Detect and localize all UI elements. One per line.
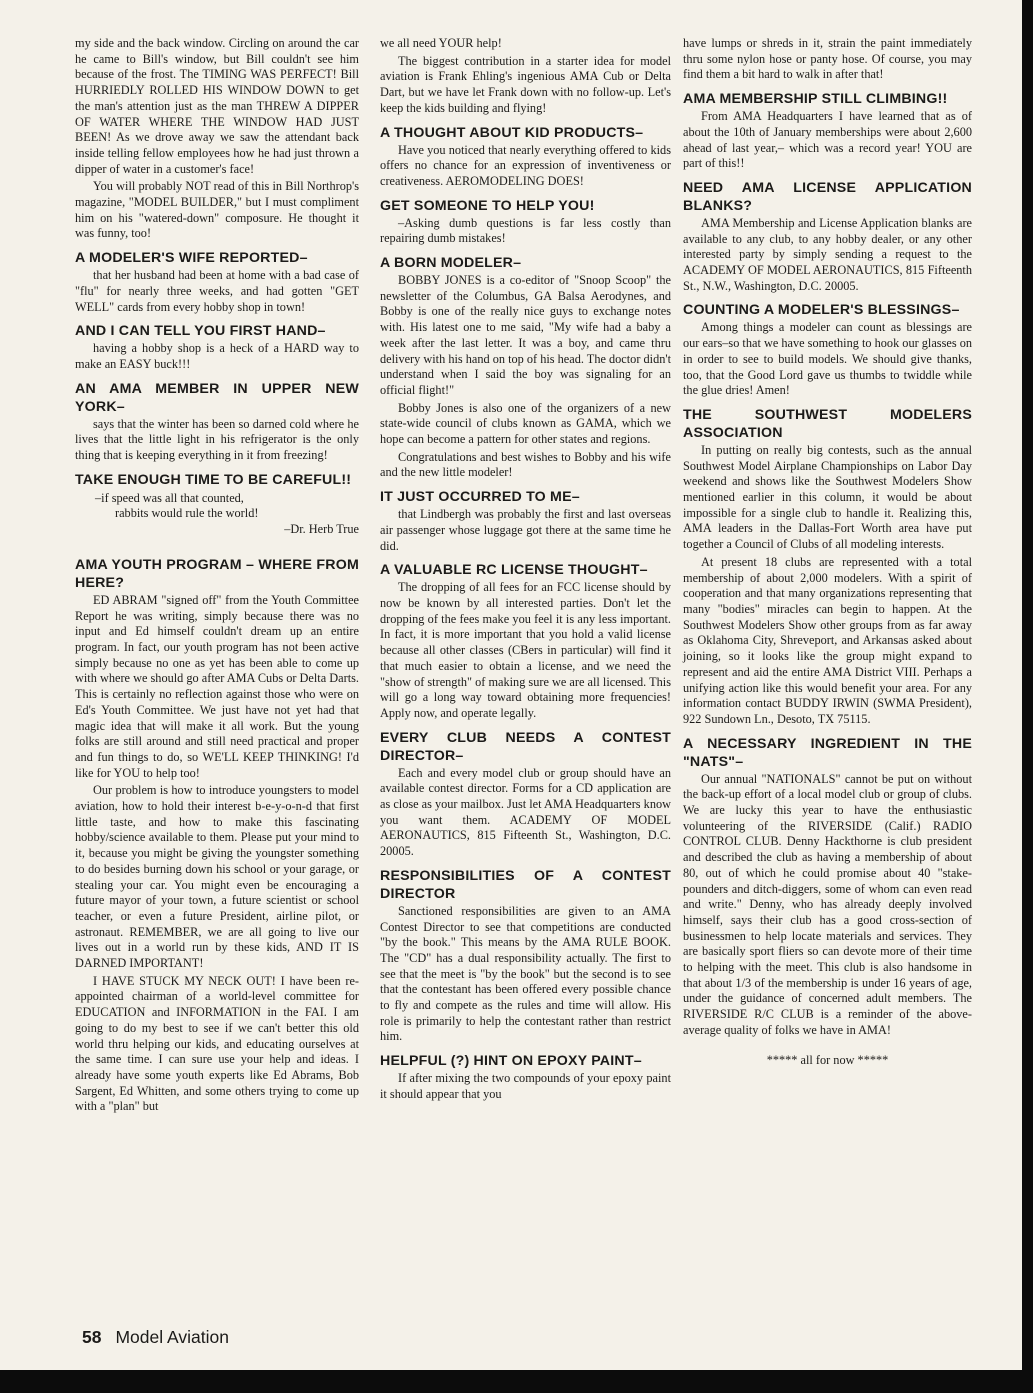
section-heading: TAKE ENOUGH TIME TO BE CAREFUL!!: [75, 471, 352, 488]
paragraph: Our annual "NATIONALS" cannot be put on without the back-up effort of a local model club or group of clubs. We are lucky this year to have the enthusiastic volunteering of the RIVERSIDE (Calif.) RADIO CONTROL CLUB. Denny Hackthorne is club president and described the club as having a membership of about 80, out of which he could promise about 40 "stake-pounders and ditch-diggers, some of whom can even read and write." Denny, who has already deeply involved himself, says their club has a good cross-section of businessmen to help locate materials and services. They are basically sport fliers so can devote more of their time to helping with the meet. This club is also handsome in that about 1/3 of the membership is under 16 years of age, under the guidance of concerned adult members. The RIVERSIDE R/C CLUB is a reminder of the above-average quality of folks we have in AMA!: [683, 771, 972, 1037]
paragraph: ED ABRAM "signed off" from the Youth Committee Report he was writing, simply because there was no input and Ed himself couldn't dream up an entire program. In fact, our youth program has not been active simply because no one as yet has been able to come up with where we should go after AMA Cubs or Delta Darts. This is certainly no reflection against those who were on Ed's Youth Committee. We just have not yet had that magic idea that will make it all work. But the young folks are still around and still need practical and proper and fun things to do, so WE'LL KEEP THINKING! I'd like for YOU to help too!: [75, 592, 359, 780]
paragraph: Have you noticed that nearly everything offered to kids offers no chance for an expression of inventiveness or creativeness. AEROMODELING DOES!: [380, 142, 671, 188]
section-heading: COUNTING A MODELER'S BLESSINGS–: [683, 302, 960, 319]
column-2: [380, 36, 671, 1105]
paragraph: In putting on really big contests, such as the annual Southwest Model Airplane Championships on Labor Day weekend and shows like the Southwest Modelers Show mentioned earlier in this column, it would be about impossible for a single club to handle it. Realizing this, AMA leaders in the Dallas-Fort Worth area have put together a Council of Clubs of all modeling interests.: [683, 442, 972, 552]
paragraph: –Asking dumb questions is far less costly than repairing dumb mistakes!: [380, 215, 671, 246]
section-heading: A THOUGHT ABOUT KID PRODUCTS–: [380, 124, 644, 141]
page-footer: [82, 1327, 229, 1348]
section-heading: HELPFUL (?) HINT ON EPOXY PAINT–: [380, 1053, 642, 1070]
paragraph: Congratulations and best wishes to Bobby and his wife and the new little modeler!: [380, 449, 671, 480]
scan-edge-bottom: [0, 1370, 1033, 1393]
paragraph: Each and every model club or group should have an available contest director. Forms for a CD application are as close as your mailbox. Just let AMA Headquarters know you want them. ACADEMY OF MODEL AERONAUTICS, 815 Fifteenth St., Washington, D.C. 20005.: [380, 765, 671, 859]
scan-edge-right: [1022, 0, 1033, 1393]
section-heading: GET SOMEONE TO HELP YOU!: [380, 197, 595, 214]
paragraph: From AMA Headquarters I have learned that as of about the 10th of January memberships were about 2,600 ahead of last year,– which was a record year! YOU are part of this!!: [683, 109, 972, 171]
section-heading: A VALUABLE RC LICENSE THOUGHT–: [380, 562, 648, 579]
column-3: [683, 36, 972, 1068]
section-heading: EVERY CLUB NEEDS A CONTEST DIRECTOR–: [380, 729, 671, 764]
paragraph: AMA Membership and License Application blanks are available to any club, to any hobby dealer, or any other interested party by simply sending a request to the ACADEMY OF MODEL AERONAUTICS, 815 Fifteenth St., N.W., Washington, D.C. 20005.: [683, 215, 972, 293]
section-heading: AN AMA MEMBER IN UPPER NEW YORK–: [75, 380, 359, 415]
end-marker: ***** all for now *****: [766, 1052, 889, 1067]
paragraph: Among things a modeler can count as blessings are our ears–so that we have something to hook our glasses on in order to see to build models. We should give thanks, too, that the Good Lord gave us thumbs to twiddle while the glue dries! Amen!: [683, 320, 972, 398]
paragraph: that Lindbergh was probably the first and last overseas air passenger whose luggage got there at the same time he did.: [380, 507, 671, 553]
paragraph: At present 18 clubs are represented with a total membership of about 2,000 modelers. With a spirit of cooperation and that many organizations representing that many "bodies" miracles can begin to happen. At the Southwest Modelers Show other groups from as far away as Oklahoma City, Shreveport, and Arkansas asked about joining, so it looks like the group might expand to represent and aid the entire AMA District VIII. Perhaps a unifying action like this would benefit your area. For any information contact BUDDY IRWIN (SWMA President), 922 Sundown Ln., Desoto, TX 75115.: [683, 554, 972, 726]
quote-line: –if speed was all that counted,: [95, 490, 244, 505]
quote: [75, 491, 359, 538]
section-heading: AND I CAN TELL YOU FIRST HAND–: [75, 323, 326, 340]
column-1: [75, 36, 359, 1117]
paragraph: says that the winter has been so darned cold where he lives that the little light in his refrigerator is the only thing that is keeping everything in it from freezing!: [75, 416, 359, 463]
paragraph: Our problem is how to introduce youngsters to model aviation, how to hold their interest b-e-y-o-n-d that first little taste, and how to make this fascinating hobby/science available to them. Please put your mind to it, because you might be giving the youngster something to do besides burning down his school or your garage, or stealing your car. You might even be encouraging a future mayor of your town, a future scientist or school teacher, or even a future President, airline pilot, or astronaut. REMEMBER, we are all going to live our lives out in a world run by these kids, AND IT IS DARNED IMPORTANT!: [75, 783, 359, 971]
paragraph: Bobby Jones is also one of the organizers of a new state-wide council of clubs known as GAMA, which we hope can become a pattern for other states and regions.: [380, 400, 671, 447]
paragraph: I HAVE STUCK MY NECK OUT! I have been re-appointed chairman of a world-level committee for EDUCATION and INFORMATION in the FAI. I am going to do my best to see if we can't better this old world thru helping our kids, and educating ourselves at the same time. I can sure use your help and ideas. I already have some youth experts like Ed Abrams, Bob Sargent, Ed Whitten, and some others trying to come up with a "plan" but: [75, 973, 359, 1114]
quote-line: rabbits would rule the world!: [115, 506, 259, 521]
section-heading: AMA MEMBERSHIP STILL CLIMBING!!: [683, 91, 948, 108]
paragraph: my side and the back window. Circling on around the car he came to Bill's window, but Bill couldn't see him because of the frost. The TIMING WAS PERFECT! Bill HURRIEDLY ROLLED HIS WINDOW DOWN to get the man's attention just as the man THREW A DIPPER OF WATER WHERE THE WINDOW HAD JUST BEEN! As we drove away we saw the attendant back inside telling fellow employees how he had just thrown a dipper of water in a customer's face!: [75, 36, 359, 176]
quote-attribution: –Dr. Herb True: [284, 522, 359, 537]
paragraph: BOBBY JONES is a co-editor of "Snoop Scoop" the newsletter of the Columbus, GA Balsa Aerodynes, and Bobby is one of the really nice guys to exchange notes with. His latest one to me said, "My wife had a baby a week after the last letter. It was a boy, and came thru delivery with his hand on top of his head. The doctor didn't understand when I said the boy was signaling for an official flight!": [380, 273, 671, 397]
paragraph: The biggest contribution in a starter idea for model aviation is Frank Ehling's ingenious AMA Cub or Delta Dart, but we have let Frank down with no follow-up. Let's keep the kids building and flying!: [380, 53, 671, 115]
paragraph: Sanctioned responsibilities are given to an AMA Contest Director to see that competitions are conducted "by the book." This means by the AMA RULE BOOK. The "CD" has a dual responsibility actually. The first to see that the meet is "by the book" but the second is to see that the contestant has been offered every possible chance to fly and compete as the rules and time will allow. His role is primarily to help the contestant rather than restrict him.: [380, 903, 671, 1044]
section-heading: AMA YOUTH PROGRAM – WHERE FROM HERE?: [75, 556, 359, 591]
paragraph: The dropping of all fees for an FCC license should by now be known by all interested parties. Don't let the dropping of the fees make you feel it is any less important. In fact, it is more important that you hold a valid license because all other classes (CBers in particular) will find it that much easier to obtain a license, and we need the "show of strength" of making sure we are all licensed. This will go a long way toward obtaining more frequencies! Apply now, and operate legally.: [380, 580, 671, 720]
paragraph: have lumps or shreds in it, strain the paint immediately thru some nylon hose or panty hose. Of course, you may find them a bit hard to walk in after that!: [683, 36, 972, 82]
paragraph: If after mixing the two compounds of your epoxy paint it should appear that you: [380, 1071, 671, 1101]
section-heading: A NECESSARY INGREDIENT IN THE "NATS"–: [683, 735, 972, 770]
paragraph: that her husband had been at home with a bad case of "flu" for nearly three weeks, and had gotten "GET WELL" cards from every hobby shop in town!: [75, 268, 359, 314]
section-heading: RESPONSIBILITIES OF A CONTEST DIRECTOR: [380, 867, 671, 902]
magazine-name: Model Aviation: [115, 1327, 229, 1347]
paragraph: we all need YOUR help!: [380, 36, 502, 50]
section-heading: A BORN MODELER–: [380, 255, 522, 272]
paragraph: having a hobby shop is a heck of a HARD way to make an EASY buck!!!: [75, 341, 359, 371]
section-heading: NEED AMA LICENSE APPLICATION BLANKS?: [683, 179, 972, 214]
paragraph: You will probably NOT read of this in Bill Northrop's magazine, "MODEL BUILDER," but I must compliment him on his "watered-down" composure. He thought it was funny, too!: [75, 179, 359, 241]
page-number: 58: [82, 1327, 102, 1347]
section-heading: A MODELER'S WIFE REPORTED–: [75, 250, 308, 267]
section-heading: IT JUST OCCURRED TO ME–: [380, 489, 580, 506]
section-heading: THE SOUTHWEST MODELERS ASSOCIATION: [683, 406, 972, 441]
